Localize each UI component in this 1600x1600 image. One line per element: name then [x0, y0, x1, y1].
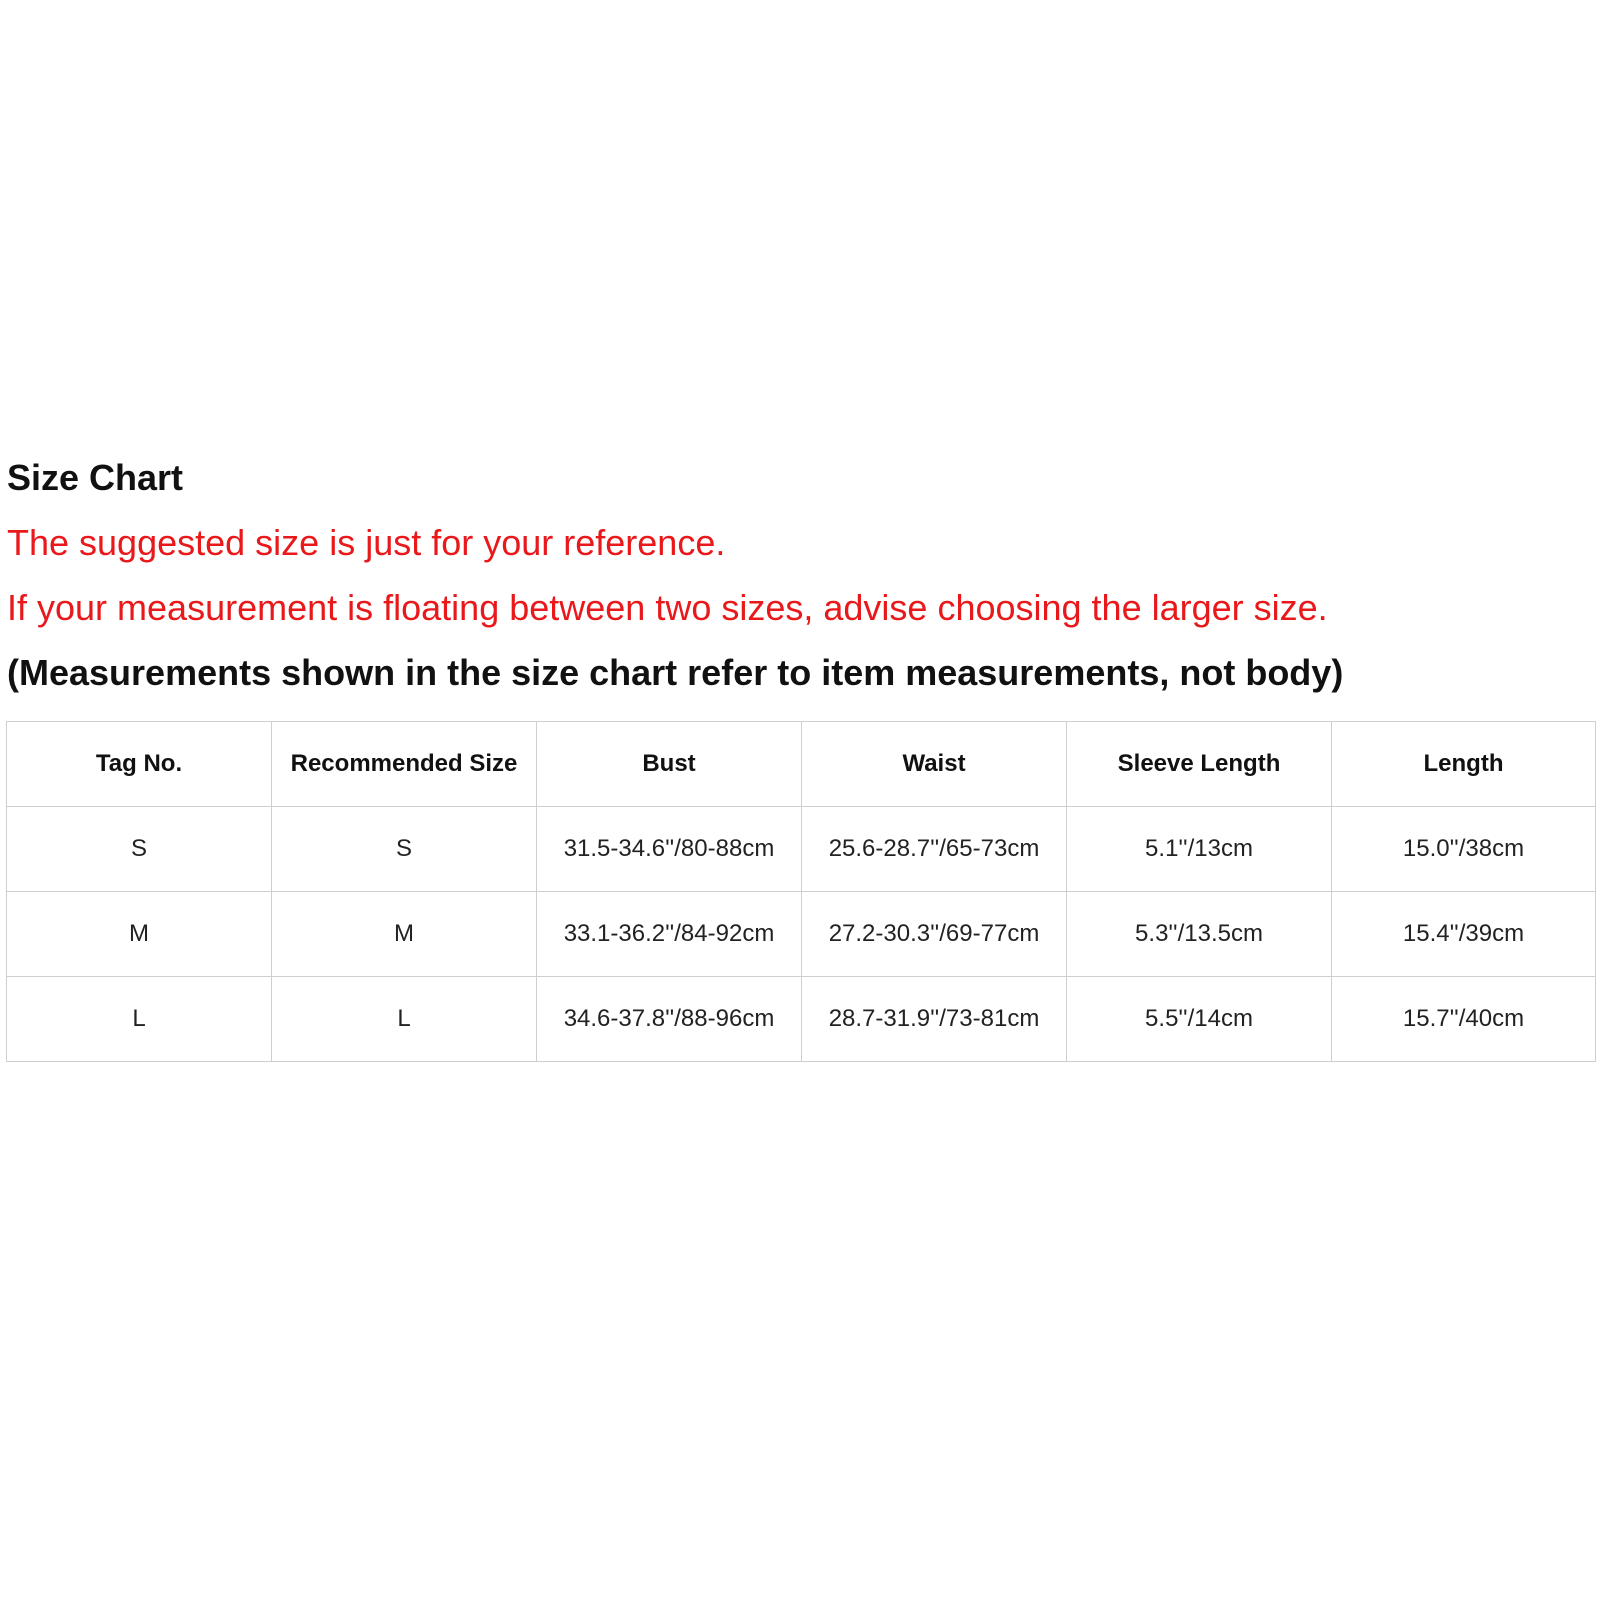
cell-waist: 25.6-28.7''/65-73cm — [802, 807, 1067, 892]
reference-note: The suggested size is just for your reference. — [7, 522, 726, 563]
cell-sleeve-length: 5.1''/13cm — [1067, 807, 1332, 892]
table-header-row — [7, 722, 1596, 807]
cell-sleeve-length: 5.5''/14cm — [1067, 977, 1332, 1062]
cell-length: 15.0''/38cm — [1332, 807, 1596, 892]
cell-waist: 28.7-31.9''/73-81cm — [802, 977, 1067, 1062]
table-row — [7, 977, 1596, 1062]
measurement-remark: (Measurements shown in the size chart refer to item measurements, not body) — [7, 652, 1344, 693]
size-chart-title: Size Chart — [7, 457, 184, 498]
cell-tag-no: M — [7, 892, 272, 977]
cell-recommended-size: S — [272, 807, 537, 892]
cell-tag-no: L — [7, 977, 272, 1062]
table-row — [7, 892, 1596, 977]
header-recommended-size: Recommended Size — [272, 722, 537, 807]
header-bust: Bust — [537, 722, 802, 807]
cell-tag-no: S — [7, 807, 272, 892]
cell-waist: 27.2-30.3''/69-77cm — [802, 892, 1067, 977]
header-waist: Waist — [802, 722, 1067, 807]
header-sleeve-length: Sleeve Length — [1067, 722, 1332, 807]
size-chart-table — [6, 721, 1596, 1062]
cell-bust: 33.1-36.2''/84-92cm — [537, 892, 802, 977]
table-row — [7, 807, 1596, 892]
cell-length: 15.4''/39cm — [1332, 892, 1596, 977]
sizing-advice-note: If your measurement is floating between two sizes, advise choosing the larger size. — [7, 587, 1328, 628]
cell-sleeve-length: 5.3''/13.5cm — [1067, 892, 1332, 977]
header-length: Length — [1332, 722, 1596, 807]
cell-bust: 34.6-37.8''/88-96cm — [537, 977, 802, 1062]
cell-bust: 31.5-34.6''/80-88cm — [537, 807, 802, 892]
size-chart-heading-block — [7, 458, 1595, 693]
cell-length: 15.7''/40cm — [1332, 977, 1596, 1062]
cell-recommended-size: M — [272, 892, 537, 977]
header-tag-no: Tag No. — [7, 722, 272, 807]
cell-recommended-size: L — [272, 977, 537, 1062]
